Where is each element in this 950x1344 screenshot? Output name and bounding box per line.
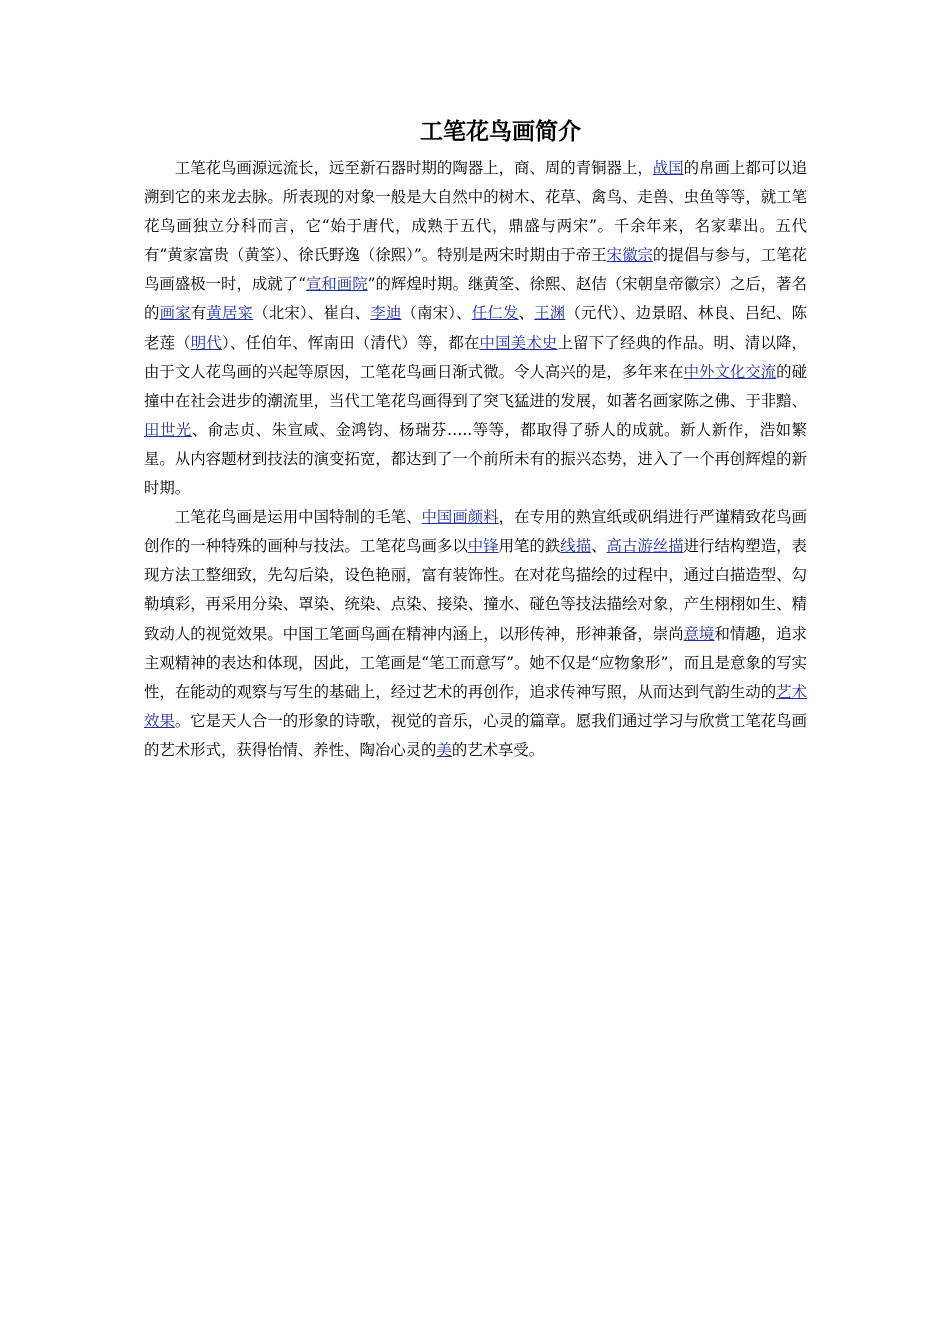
hyperlink[interactable]: 田世光 [144, 420, 192, 439]
hyperlink[interactable]: 线描 [560, 537, 592, 556]
paragraph-text: 用笔的鉄 [498, 537, 561, 556]
hyperlink[interactable]: 李迪 [370, 304, 402, 323]
hyperlink[interactable]: 中锋 [467, 537, 499, 556]
hyperlink[interactable]: 明代 [190, 333, 223, 352]
hyperlink[interactable]: 画家 [159, 304, 191, 323]
paragraph-technique [144, 503, 807, 765]
paragraph-text: ”的辉煌时期。继黄筌、徐熙、赵佶（宋朝皇帝徽宗）之后，著名的 [144, 275, 807, 323]
paragraph-text: （南宋）、 [401, 304, 472, 323]
hyperlink[interactable]: 黄居寀 [206, 304, 254, 323]
paragraph-text: 工笔花鸟画是运用中国特制的毛笔、 [174, 508, 422, 527]
paragraph-text: 和情趣，追求主观精神的表达和体现，因此，工笔画是“笔工而意写”。她不仅是“应物象形”，而且是意象的写实性，在能动的观察与写生的基础上，经过艺术的再创作，追求传神写照，从而达到气韵生动的 [144, 624, 807, 701]
hyperlink[interactable]: 任仁发 [471, 304, 519, 323]
paragraph-text: 的碰撞中在社会进步的潮流里，当代工笔花鸟画得到了突飞猛进的发展，如著名画家陈之佛、于非黯、 [144, 362, 807, 410]
paragraph-text: 、 [591, 537, 607, 556]
paragraph-history [144, 154, 807, 503]
paragraph-text: 进行结构塑造，表现方法工整细致，先勾后染，设色艳丽，富有装饰性。在对花鸟描绘的过程中，通过白描造型、勾勒填彩，再采用分染、罩染、统染、点染、接染、撞水、碰色等技法描绘对象，产生栩栩如生、精致动人的视觉效果。中国工笔画鸟画在精神内涵上，以形传神，形神兼备，崇尚 [144, 537, 807, 643]
hyperlink[interactable]: 战国 [652, 159, 684, 177]
paragraph-text: ，在专用的熟宣纸或矾绢进行严谨精致花鸟画创作的一种特殊的画种与技法。工笔花鸟画多以 [144, 508, 807, 556]
paragraph-text: 、俞志贞、朱宣咸、金鸿钧、杨瑞芬…..等等，都取得了骄人的成就。新人新作，浩如繁星。从内容题材到技法的演变拓宽，都达到了一个前所未有的振兴态势，进入了一个再创辉煌的新时期。 [144, 420, 807, 498]
paragraph-text: 的提倡与参与，工笔花鸟画盛极一时，成就了“ [144, 246, 807, 294]
hyperlink[interactable]: 高古游丝描 [606, 537, 684, 556]
document-page [144, 112, 807, 765]
paragraph-text: （北宋）、崔白、 [253, 304, 371, 323]
paragraph-text: （元代）、边景昭、林良、吕纪、陈老莲（ [144, 304, 807, 352]
document-title: 工笔花鸟画简介 [420, 118, 581, 145]
hyperlink[interactable]: 中外文化交流 [683, 362, 777, 381]
hyperlink[interactable]: 宣和画院 [305, 275, 368, 294]
paragraph-text: 工笔花鸟画源远流长，远至新石器时期的陶器上，商、周的青铜器上， [174, 159, 653, 177]
hyperlink[interactable]: 宋徽宗 [606, 246, 653, 265]
paragraph-text: 的艺术享受。 [451, 740, 545, 759]
hyperlink[interactable]: 王渊 [534, 304, 566, 323]
hyperlink[interactable]: 中国画颜料 [421, 508, 499, 527]
paragraph-text: 。它是天人合一的形象的诗歌，视觉的音乐，心灵的篇章。愿我们通过学习与欣赏工笔花鸟画的艺术形式，获得怡情、养性、陶冶心灵的 [144, 711, 807, 759]
hyperlink[interactable]: 美 [436, 740, 452, 759]
hyperlink[interactable]: 艺术效果 [144, 682, 807, 730]
paragraph-text: 、 [518, 304, 535, 323]
hyperlink[interactable]: 意境 [683, 624, 715, 643]
hyperlink[interactable]: 中国美术史 [479, 333, 558, 352]
paragraph-text: 上留下了经典的作品。明、清以降，由于文人花鸟画的兴起等原因，工笔花鸟画日渐式微。令人高兴的是，多年来在 [144, 333, 807, 381]
paragraph-text: ）、任伯年、恽南田（清代）等，都在 [222, 333, 480, 352]
paragraph-text: 的帛画上都可以追溯到它的来龙去脉。所表现的对象一般是大自然中的树木、花草、禽鸟、走兽、虫鱼等等，就工笔花鸟画独立分科而言，它“始于唐代，成熟于五代，鼎盛与两宋”。千余年来，名家辈出。五代有“黄家富贵（黄筌）、徐氏野逸（徐熙）”。特别是两宋时期由于帝王 [144, 159, 807, 265]
paragraph-text: 有 [190, 304, 207, 323]
